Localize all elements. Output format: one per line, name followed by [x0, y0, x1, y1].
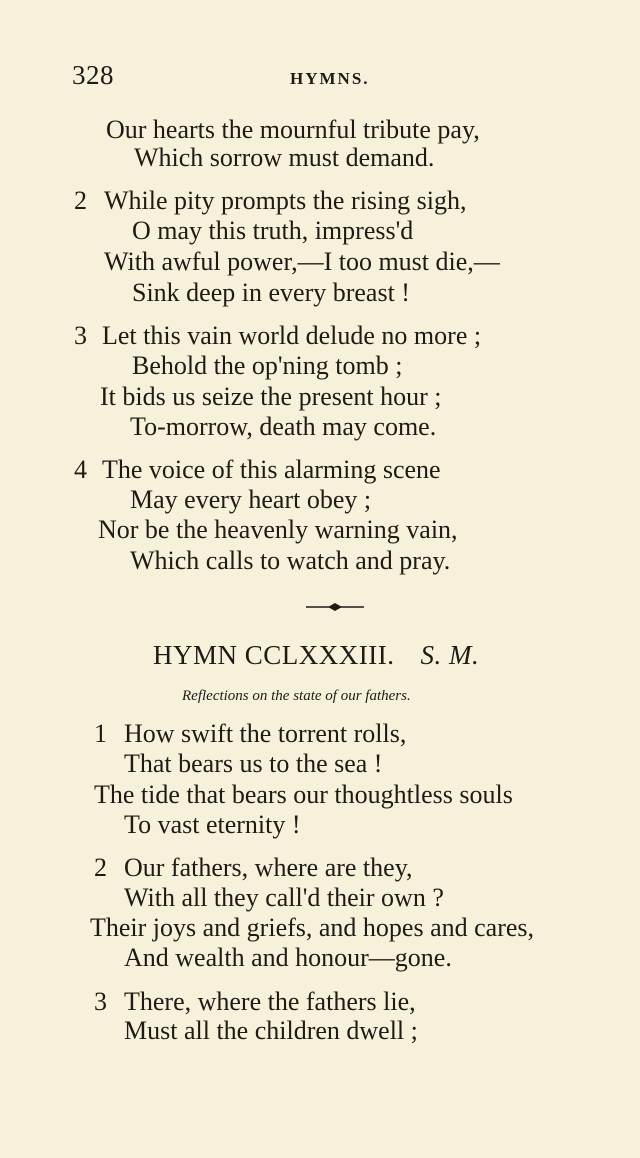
- verse-line: Their joys and griefs, and hopes and cares,: [90, 913, 535, 942]
- stanza-number: 2: [94, 853, 107, 882]
- verse-line: That bears us to the sea !: [124, 749, 383, 778]
- verse-line: With awful power,—I too must die,—: [104, 247, 500, 276]
- ornament-divider-icon: [306, 601, 364, 613]
- verse-line: With all they call'd their own ?: [124, 883, 444, 912]
- stanza-number: 3: [94, 987, 107, 1016]
- verse-line: Which sorrow must demand.: [134, 143, 435, 172]
- stanza-number: 1: [94, 719, 107, 748]
- verse-line: And wealth and honour—gone.: [124, 943, 452, 972]
- hymn-meter: S. M.: [420, 640, 480, 670]
- hymn-subtitle: Reflections on the state of our fathers.: [182, 688, 411, 704]
- running-title: HYMNS.: [290, 69, 370, 88]
- verse-line: Let this vain world delude no more ;: [102, 321, 482, 350]
- verse-line: Nor be the heavenly warning vain,: [98, 515, 458, 544]
- stanza-number: 3: [74, 321, 87, 350]
- page-number: 328: [72, 60, 114, 90]
- verse-line: May every heart obey ;: [130, 485, 372, 514]
- verse-line: Behold the op'ning tomb ;: [132, 351, 403, 380]
- stanza-number: 4: [74, 455, 87, 484]
- verse-line: Sink deep in every breast !: [132, 278, 410, 307]
- verse-line: There, where the fathers lie,: [124, 987, 416, 1016]
- verse-line: The tide that bears our thoughtless souls: [94, 780, 513, 809]
- verse-line: To vast eternity !: [124, 810, 301, 839]
- hymn-title: HYMN CCLXXXIII.: [153, 640, 395, 670]
- verse-line: To-morrow, death may come.: [130, 412, 437, 441]
- verse-line: O may this truth, impress'd: [132, 216, 414, 245]
- verse-line: How swift the torrent rolls,: [124, 719, 407, 748]
- verse-line: Must all the children dwell ;: [124, 1016, 418, 1045]
- verse-line: Our fathers, where are they,: [124, 853, 413, 882]
- verse-line: Our hearts the mournful tribute pay,: [106, 115, 480, 144]
- verse-line: Which calls to watch and pray.: [130, 546, 451, 575]
- verse-line: It bids us seize the present hour ;: [100, 382, 442, 411]
- running-head: [0, 60, 640, 94]
- hymn-heading: [153, 640, 479, 671]
- verse-line: The voice of this alarming scene: [102, 455, 441, 484]
- verse-line: While pity prompts the rising sigh,: [104, 186, 467, 215]
- stanza-number: 2: [74, 186, 87, 215]
